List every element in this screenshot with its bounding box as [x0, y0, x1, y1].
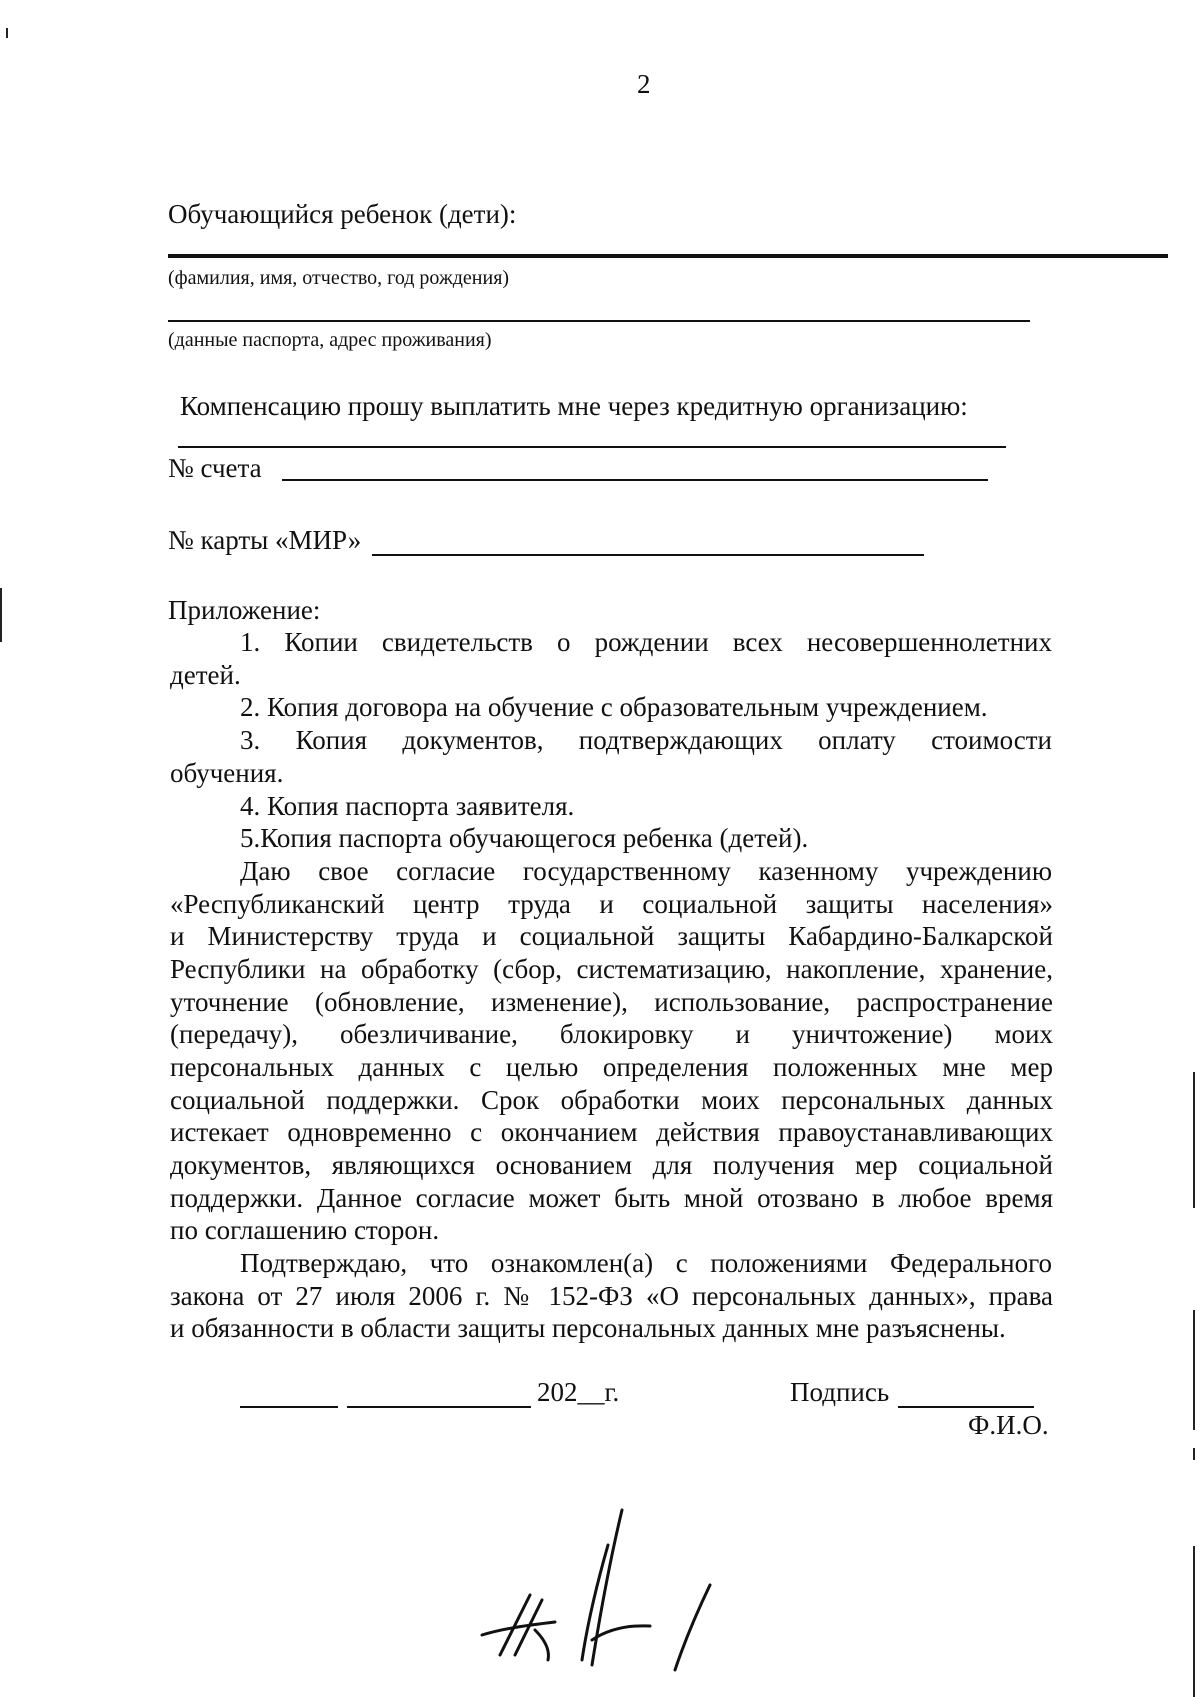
scan-mark-left-top: [6, 28, 8, 38]
appendix-item-1: 1. Копии свидетельств о рождении всех несовершеннолетних: [240, 627, 1052, 657]
appendix-item-2: 2. Копия договора на обучение с образовательным учреждением.: [240, 692, 988, 722]
appendix-item-5: 5.Копия паспорта обучающегося ребенка (детей).: [240, 823, 809, 853]
scan-mark-right-1: [1193, 1072, 1195, 1208]
scan-mark-right-2: [1193, 1310, 1195, 1430]
handwritten-mark: [460, 1500, 760, 1680]
consent-line-7: персональных данных с целью определения положенных мне мер: [170, 1052, 1053, 1082]
appendix-title: Приложение:: [168, 595, 321, 625]
consent-line-5: уточнение (обновление, изменение), использование, распространение: [170, 987, 1053, 1017]
bank-line: [178, 446, 1006, 448]
child-name-line: [168, 254, 1168, 258]
consent-line-9: истекает одновременно с окончанием действия правоустанавливающих: [170, 1117, 1053, 1147]
confirm-line-3: и обязанности в области защиты персональных данных мне разъяснены.: [170, 1313, 1006, 1343]
appendix-item-4: 4. Копия паспорта заявителя.: [240, 791, 575, 821]
account-label: № счета: [168, 453, 262, 483]
consent-line-4: Республики на обработку (сбор, систематизацию, накопление, хранение,: [170, 954, 1053, 984]
child-label: Обучающийся ребенок (дети):: [168, 199, 517, 229]
consent-line-11: поддержки. Данное согласие может быть мной отозвано в любое время: [170, 1183, 1053, 1213]
confirm-line-1: Подтверждаю, что ознакомлен(а) с положениями Федерального: [240, 1248, 1052, 1278]
signature-label: Подпись: [790, 1377, 890, 1407]
payment-label: Компенсацию прошу выплатить мне через кредитную организацию:: [180, 391, 968, 421]
scan-mark-right-4: [1193, 1546, 1195, 1697]
signature-line: [898, 1406, 1034, 1408]
consent-line-8: социальной поддержки. Срок обработки моих персональных данных: [170, 1085, 1053, 1115]
child-passport-line: [168, 320, 1030, 322]
fio-label: Ф.И.О.: [968, 1410, 1049, 1440]
appendix-item-3-cont: обучения.: [170, 758, 284, 788]
appendix-item-3: 3. Копия документов, подтверждающих оплату стоимости: [240, 725, 1052, 755]
date-year: 202__г.: [537, 1377, 620, 1407]
date-day-line: [240, 1406, 338, 1408]
consent-line-2: «Республиканский центр труда и социальной защиты населения»: [170, 889, 1053, 919]
card-line: [372, 554, 924, 556]
card-label: № карты «МИР»: [168, 525, 362, 555]
child-passport-caption: (данные паспорта, адрес проживания): [168, 329, 492, 351]
child-name-caption: (фамилия, имя, отчество, год рождения): [168, 267, 510, 289]
consent-line-1: Даю свое согласие государственному казенному учреждению: [240, 856, 1052, 886]
page-number: 2: [637, 69, 651, 99]
consent-line-12: по соглашению сторон.: [170, 1215, 440, 1245]
date-month-line: [347, 1406, 531, 1408]
account-line: [282, 479, 988, 481]
consent-line-3: и Министерству труда и социальной защиты Кабардино-Балкарской: [170, 921, 1053, 951]
consent-line-10: документов, являющихся основанием для получения мер социальной: [170, 1150, 1053, 1180]
scan-mark-left: [0, 588, 2, 642]
scan-mark-right-3: [1193, 1448, 1195, 1460]
consent-line-6: (передачу), обезличивание, блокировку и уничтожение) моих: [170, 1019, 1053, 1049]
confirm-line-2: закона от 27 июля 2006 г. № 152-ФЗ «О персональных данных», права: [170, 1281, 1053, 1311]
appendix-item-1-cont: детей.: [170, 660, 241, 690]
